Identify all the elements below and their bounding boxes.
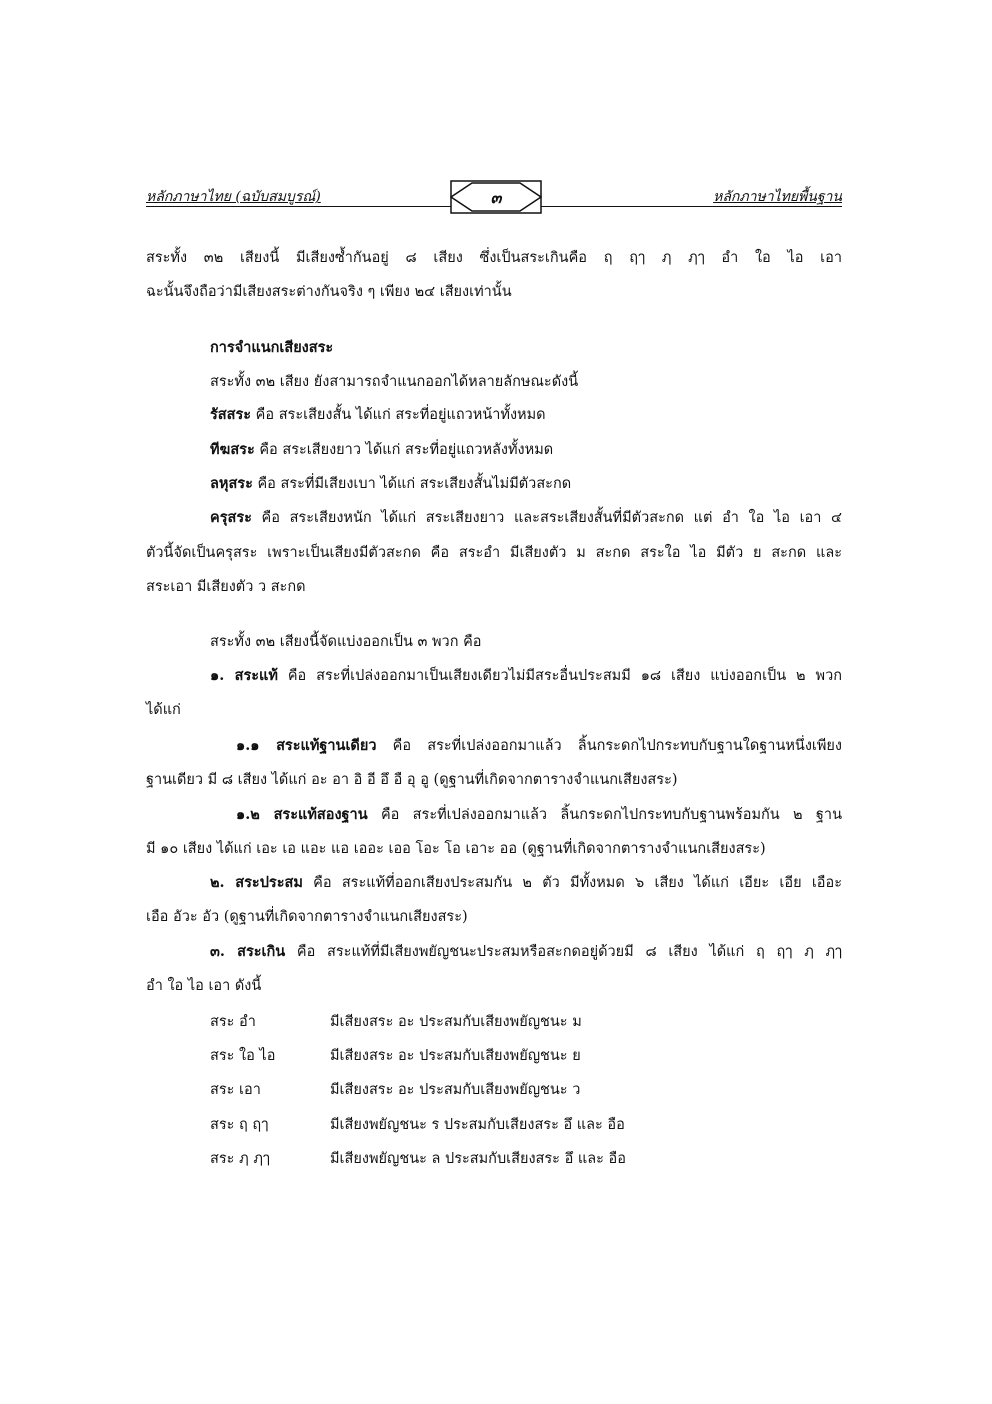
vowel-description: มีเสียงสระ อะ ประสมกับเสียงพยัญชนะ ว: [330, 1082, 581, 1098]
thikha-term: ทีฆสระ: [210, 441, 255, 458]
khru-text-1: คือ สระเสียงหนัก ได้แก่ สระเสียงยาว และสระเสียงสั้นที่มีตัวสะกด แต่ อำ ใอ ไอ เอา ๔: [251, 510, 842, 526]
lahu-definition: [210, 474, 571, 494]
vowel-name: สระ ฤ ฤๅ: [210, 1117, 269, 1133]
vowel-name: สระ ใอ ไอ: [210, 1048, 276, 1064]
classify-intro: สระทั้ง ๓๒ เสียง ยังสามารถจำแนกออกได้หลายลักษณะดังนี้: [210, 374, 579, 390]
vowel-description: มีเสียงพยัญชนะ ล ประสมกับเสียงสระ อึ และ อือ: [330, 1151, 626, 1167]
group-3-cont: อำ ใอ ไอ เอา ดังนี้: [146, 978, 262, 994]
khru-term: ครุสระ: [210, 509, 252, 526]
groups-intro: สระทั้ง ๓๒ เสียงนี้จัดแบ่งออกเป็น ๓ พวก คือ: [210, 634, 482, 650]
intro-line-1: สระทั้ง ๓๒ เสียงนี้ มีเสียงซ้ำกันอยู่ ๘ เสียง ซึ่งเป็นสระเกินคือ ฤ ฤๅ ฦ ฦๅ อำ ใอ ไอ เอา: [146, 250, 842, 266]
group-1-text: คือ สระที่เปล่งออกมาเป็นเสียงเดียวไม่มีสระอื่นประสมมี ๑๘ เสียง แบ่งออกเป็น ๒ พวก: [277, 668, 842, 684]
khru-definition: [210, 508, 842, 528]
header-book-title: หลักภาษาไทย (ฉบับสมบูรณ์): [146, 189, 321, 205]
group-2-term: ๒. สระประสม: [210, 874, 303, 891]
vowel-description: มีเสียงพยัญชนะ ร ประสมกับเสียงสระ อึ และ อือ: [330, 1117, 625, 1133]
intro-line-2: ฉะนั้นจึงถือว่ามีเสียงสระต่างกันจริง ๆ เพียง ๒๔ เสียงเท่านั้น: [146, 284, 512, 300]
page-number-box: [450, 180, 542, 214]
page-header: [146, 180, 842, 216]
group-1-1-text: คือ สระที่เปล่งออกมาแล้ว ลิ้นกระดกไปกระทบกับฐานใดฐานหนึ่งเพียง: [376, 738, 843, 754]
group-1-2-text: คือ สระที่เปล่งออกมาแล้ว ลิ้นกระดกไปกระทบกับฐานพร้อมกัน ๒ ฐาน: [367, 807, 842, 823]
group-1-1-cont: ฐานเดียว มี ๘ เสียง ได้แก่ อะ อา อิ อี อึ อื อุ อู (ดูฐานที่เกิดจากตารางจำแนกเสียงสระ): [146, 772, 678, 788]
group-1-2-cont: มี ๑๐ เสียง ได้แก่ เอะ เอ แอะ แอ เออะ เออ โอะ โอ เอาะ ออ (ดูฐานที่เกิดจากตารางจำแนกเสียงสระ): [146, 841, 766, 857]
page-number: ๓: [490, 188, 502, 207]
khru-text-2: ตัวนี้จัดเป็นครุสระ เพราะเป็นเสียงมีตัวสะกด คือ สระอำ มีเสียงตัว ม สะกด สระใอ ไอ มีตัว ย สะกด และ: [146, 545, 842, 561]
vowel-description: มีเสียงสระ อะ ประสมกับเสียงพยัญชนะ ย: [330, 1048, 581, 1064]
group-3-text: คือ สระแท้ที่มีเสียงพยัญชนะประสมหรือสะกดอยู่ด้วยมี ๘ เสียง ได้แก่ ฤ ฤๅ ฦ ฦๅ: [285, 944, 842, 960]
group-2-cont: เอือ อัวะ อัว (ดูฐานที่เกิดจากตารางจำแนกเสียงสระ): [146, 909, 468, 925]
group-1-1-term: ๑.๑ สระแท้ฐานเดียว: [236, 737, 377, 754]
lahu-term: ลหุสระ: [210, 475, 253, 492]
group-2-text: คือ สระแท้ที่ออกเสียงประสมกัน ๒ ตัว มีทั้งหมด ๖ เสียง ได้แก่ เอียะ เอีย เอือะ: [302, 875, 842, 891]
group-1-2: [236, 805, 842, 825]
group-1-2-term: ๑.๒ สระแท้สองฐาน: [236, 806, 368, 823]
vowel-name: สระ เอา: [210, 1082, 261, 1098]
thikha-definition: [210, 440, 553, 460]
thikha-text: คือ สระเสียงยาว ได้แก่ สระที่อยู่แถวหลังทั้งหมด: [254, 442, 554, 458]
group-2: [210, 873, 842, 893]
rassa-term: รัสสระ: [210, 406, 252, 423]
lahu-text: คือ สระที่มีเสียงเบา ได้แก่ สระเสียงสั้นไม่มีตัวสะกด: [252, 476, 572, 492]
khru-text-3: สระเอา มีเสียงตัว ว สะกด: [146, 579, 306, 595]
vowel-name: สระ ฦ ฦๅ: [210, 1151, 270, 1167]
group-1-1: [236, 736, 842, 756]
group-1: [210, 666, 842, 686]
group-1-cont: ได้แก่: [146, 702, 181, 718]
header-section-title: หลักภาษาไทยพื้นฐาน: [713, 189, 842, 205]
vowel-description: มีเสียงสระ อะ ประสมกับเสียงพยัญชนะ ม: [330, 1014, 582, 1030]
group-3: [210, 942, 842, 962]
group-3-term: ๓. สระเกิน: [210, 943, 286, 960]
rassa-text: คือ สระเสียงสั้น ได้แก่ สระที่อยู่แถวหน้าทั้งหมด: [251, 407, 546, 423]
vowel-name: สระ อำ: [210, 1014, 256, 1030]
rassa-definition: [210, 405, 546, 425]
section-heading: การจำแนกเสียงสระ: [210, 339, 334, 356]
group-1-term: ๑. สระแท้: [210, 667, 278, 684]
